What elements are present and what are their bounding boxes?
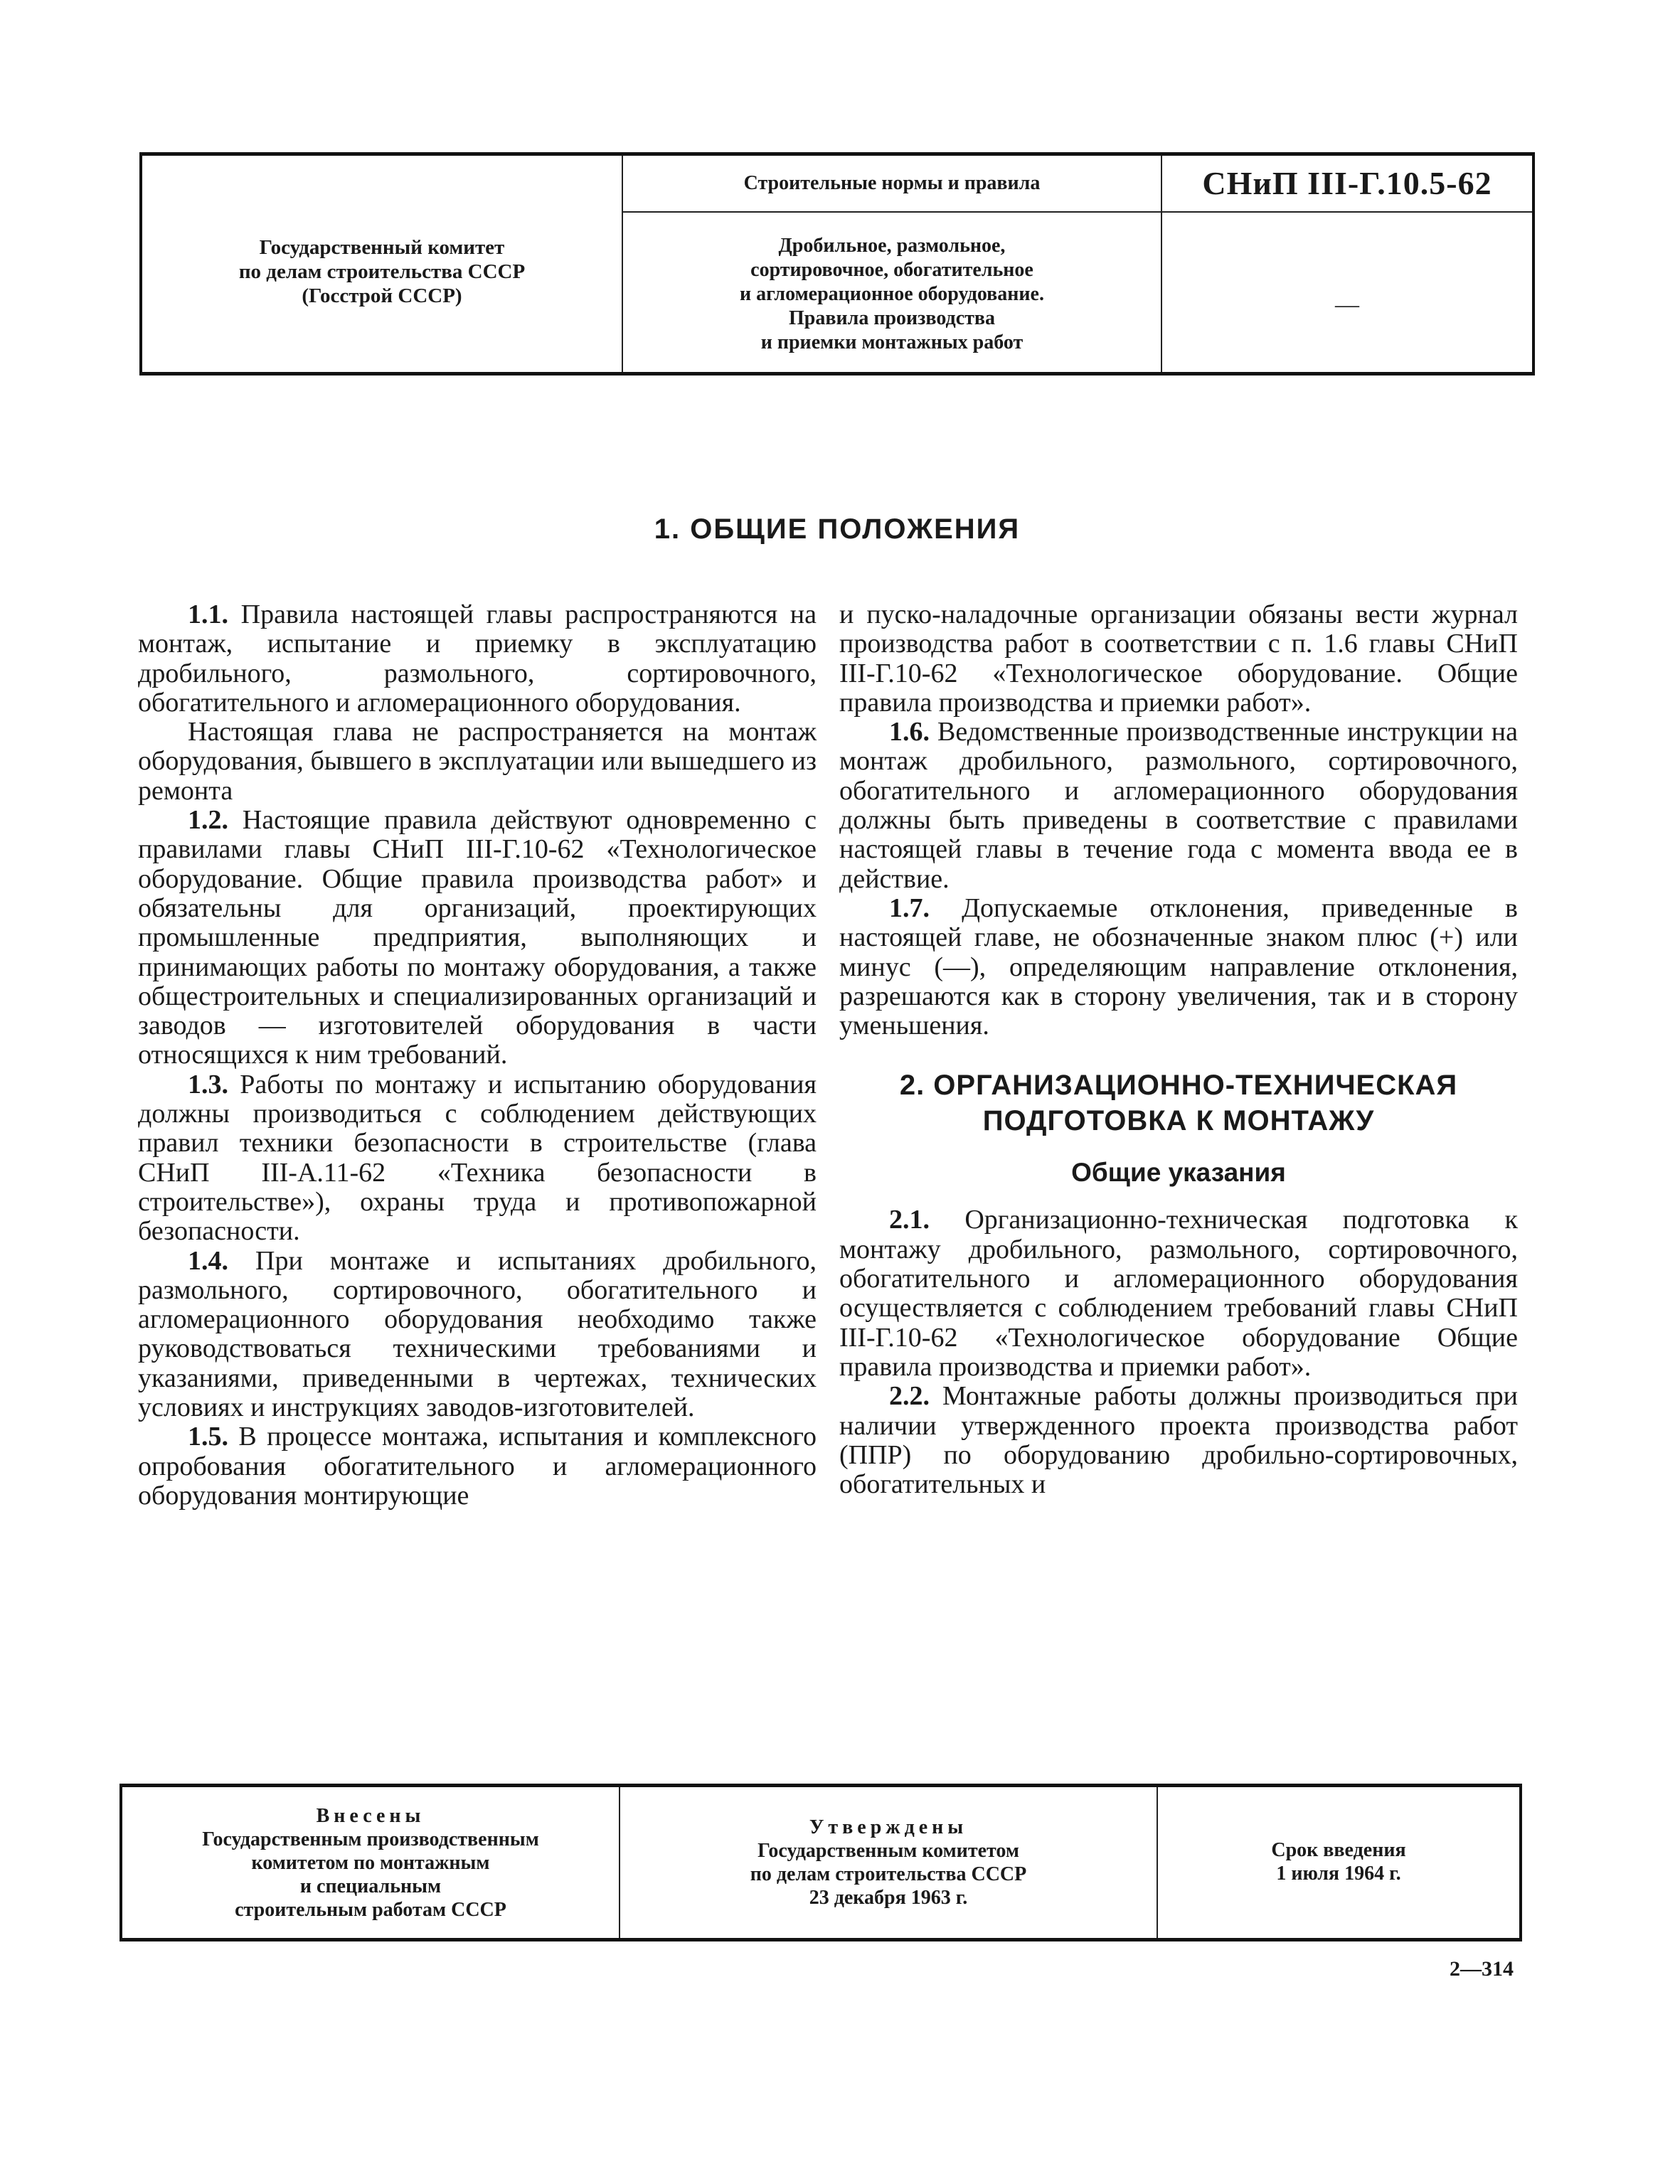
left-column [138,600,817,1511]
paragraph-1-4: 1.4. При монтаже и испытаниях дробильного, размольного, сортировочного, обогатительного и агломерационного оборудования необходимо также руководствоваться техническими требованиями и указаниями, приведенными в чертежах, технических условиях и инструкциях заводов-изготовителей. [138,1245,817,1423]
paragraph-1-1b: Настоящая глава не распространяется на монтаж оборудования, бывшего в эксплуатации или вышедшего из ремонта [138,717,817,806]
header-title-cell [623,156,1162,372]
section1-title: 1. ОБЩИЕ ПОЛОЖЕНИЯ [654,513,1021,545]
section2-subtitle: Общие указания [1071,1158,1286,1188]
paragraph-1-3: 1.3. Работы по монтажу и испытанию оборудования должны производиться с соблюдением действующих правил техники безопасности в строительстве (глава СНиП III-А.11-62 «Техника безопасности в строительстве»), охраны труда и противопожарной безопасности. [138,1069,817,1247]
introduced-label: Внесены [316,1805,425,1827]
header-code-cell [1162,156,1532,372]
paragraph-1-7: 1.7. Допускаемые отклонения, приведенные в настоящей главе, не обозначенные знаком плюс (+) или минус (—), определяющим направление отклонения, разрешаются как в сторону увеличения, так и в сторону уменьшения. [839,893,1519,1041]
paragraph-1-5: 1.5. В процессе монтажа, испытания и комплексного опробования обогатительного и агломерационного оборудования монтирующие [138,1422,817,1511]
introduced-cell: Внесены Государственным производственным комитетом по монтажным и специальным строительным работам СССР [122,1787,620,1938]
norms-label: Строительные нормы и правила [623,156,1161,213]
document-code: СНиП III-Г.10.5-62 [1162,156,1532,213]
footer-table [119,1784,1522,1941]
paragraph-1-6: 1.6. Ведомственные производственные инструкции на монтаж дробильного, размольного, сортировочного, обогатительного и агломерационного оборудования должны быть приведены в соответствие с правилами настоящей главы в течение года с момента ввода ее в действие. [839,717,1518,894]
effective-date: 1 июля 1964 г. [1276,1863,1401,1885]
header-agency-cell [142,156,623,372]
header-table [139,152,1535,375]
effective-label: Срок введения [1271,1839,1406,1861]
paragraph-2-2: 2.2. Монтажные работы должны производиться при наличии утвержденного проекта производства работ (ППР) по оборудованию дробильно-сортировочных, обогатительных и [839,1381,1518,1500]
page-number: 2—314 [1450,1957,1514,1981]
paragraph-2-1: 2.1. Организационно-техническая подготовка к монтажу дробильного, размольного, сортировочного, обогатительного и агломерационного оборудования осуществляется с соблюдением требований главы СНиП III-Г.10-62 «Технологическое оборудование Общие правила производства и приемки работ». [839,1205,1518,1382]
approved-cell: Утверждены Государственным комитетом по делам строительства СССР 23 декабря 1963 г. [620,1787,1158,1938]
replaces-value: — [1335,292,1359,318]
paragraph-1-1: 1.1. Правила настоящей главы распространяются на монтаж, испытание и приемку в эксплуатацию дробильного, размольного, сортировочного, обогатительного и агломерационного оборудования. [138,600,817,718]
right-column [839,600,1518,1499]
effective-cell [1158,1787,1519,1938]
document-title: Дробильное, размольное, сортировочное, обогатительное и агломерационное оборудование. Правила производства и приемки монтажных работ [740,235,1044,353]
approved-label: Утверждены [809,1816,968,1838]
paragraph-1-2: 1.2. Настоящие правила действуют одновременно с правилами главы СНиП III-Г.10-62 «Технологическое оборудование. Общие правила производства работ» и обязательны для организаций, проектирующих промышленные предприятия, выполняющих и принимающих работы по монтажу оборудования, а также общестроительных и специализированных организаций и заводов — изготовителей оборудования в части относящихся к ним требований. [138,805,817,1070]
section2-title: 2. ОРГАНИЗАЦИОННО-ТЕХНИЧЕСКАЯ ПОДГОТОВКА К МОНТАЖУ [899,1070,1458,1137]
paragraph-1-5-continued: и пуско-наладочные организации обязаны вести журнал производства работ в соответствии с п. 1.6 главы СНиП III-Г.10-62 «Технологическое оборудование. Общие правила производства и приемки работ». [839,600,1518,718]
header-agency: Государственный комитет по делам строительства СССР (Госстрой СССР) [238,236,526,307]
